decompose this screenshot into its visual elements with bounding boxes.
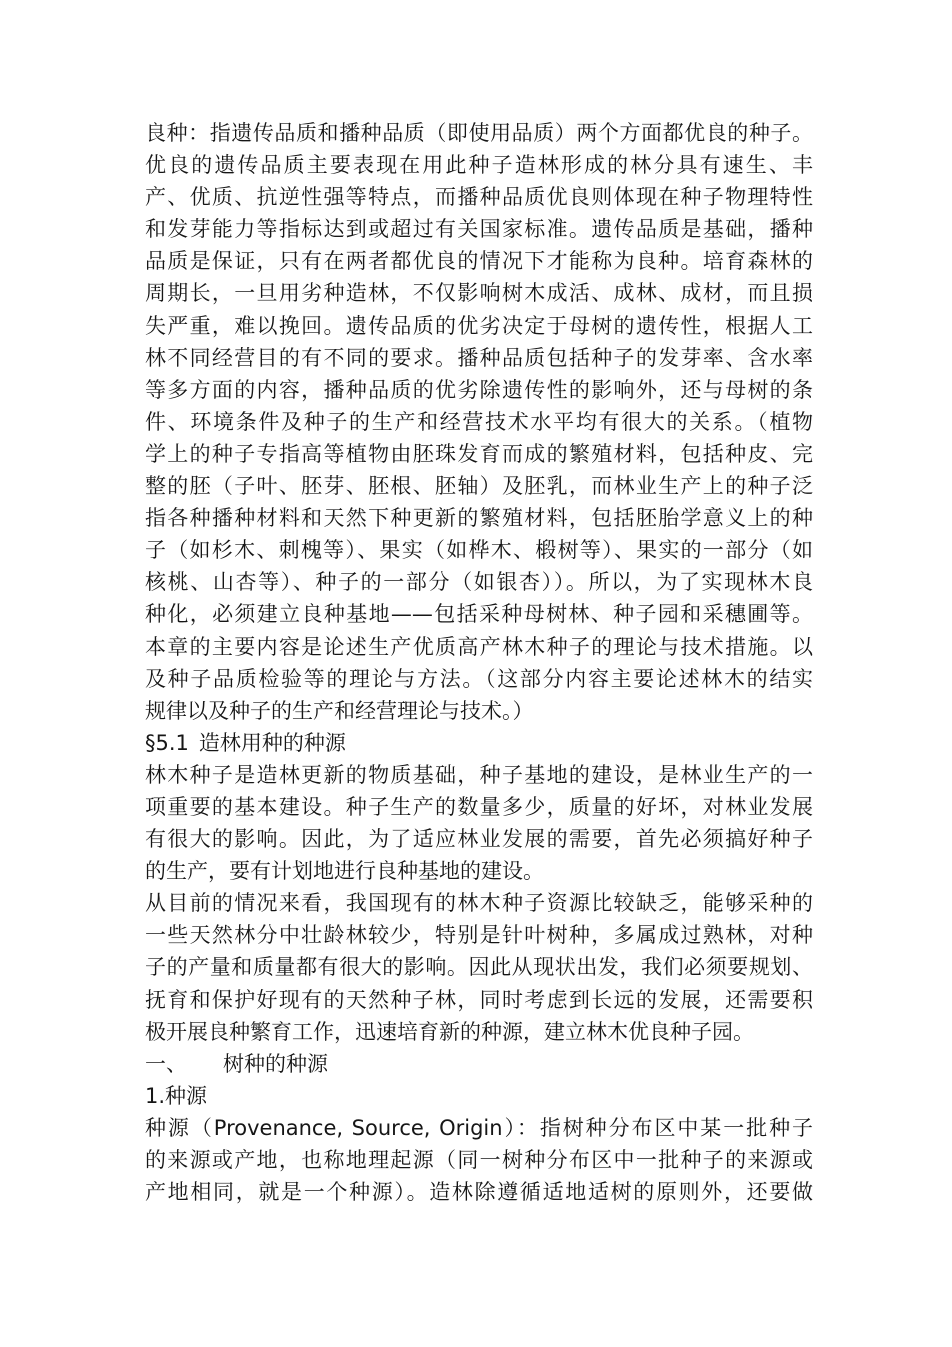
intro-paragraph (145, 117, 813, 727)
text-line: 周期长，一旦用劣种造林，不仅影响树木成活、成林、成材，而且损 (145, 281, 813, 306)
text-line: 本章的主要内容是论述生产优质高产林木种子的理论与技术措施。以 (145, 634, 813, 659)
subsection-number: 一、 (145, 1051, 187, 1076)
text-line: 种源（Provenance, Source, Origin）：指树种分布区中某一批种子 (145, 1115, 813, 1140)
text-line: 规律以及种子的生产和经营理论与技术。） (145, 698, 534, 723)
text-line: 的生产，要有计划地进行良种基地的建设。 (145, 859, 544, 884)
text-line: 产地相同，就是一个种源）。造林除遵循适地适树的原则外，还要做 (145, 1180, 813, 1205)
text-line: 一些天然林分中壮龄林较少，特别是针叶树种，多属成过熟林，对种 (145, 923, 813, 948)
text-line: 优良的遗传品质主要表现在用此种子造林形成的林分具有速生、丰 (145, 153, 813, 178)
subsection-title: 树种的种源 (223, 1051, 328, 1076)
text-line: 品质是保证，只有在两者都优良的情况下才能称为良种。培育森林的 (145, 249, 813, 274)
text-line: 林不同经营目的有不同的要求。播种品质包括种子的发芽率、含水率 (145, 345, 813, 370)
document-body (145, 117, 813, 1208)
text-line: 指各种播种材料和天然下种更新的繁殖材料，包括胚胎学意义上的种 (145, 506, 813, 531)
text-line: 学上的种子专指高等植物由胚珠发育而成的繁殖材料，包括种皮、完 (145, 441, 813, 466)
text-line: 有很大的影响。因此，为了适应林业发展的需要，首先必须搞好种子 (145, 827, 813, 852)
text-line: 核桃、山杏等）、种子的一部分（如银杏））。所以，为了实现林木良 (145, 570, 813, 595)
text-line: 项重要的基本建设。种子生产的数量多少，质量的好坏，对林业发展 (145, 794, 813, 819)
text-line: 种化，必须建立良种基地——包括采种母树林、种子园和采穗圃等。 (145, 602, 813, 627)
section-title: 造林用种的种源 (198, 730, 346, 755)
subsection-heading (145, 1048, 813, 1080)
section-heading (145, 727, 813, 759)
text-line: 子（如杉木、刺槐等）、果实（如桦木、椴树等）、果实的一部分（如 (145, 538, 813, 563)
text-line: 抚育和保护好现有的天然种子林，同时考虑到长远的发展，还需要积 (145, 987, 813, 1012)
text-line: 整的胚（子叶、胚芽、胚根、胚轴）及胚乳，而林业生产上的种子泛 (145, 474, 813, 499)
text-line: 件、环境条件及种子的生产和经营技术水平均有很大的关系。（植物 (145, 409, 813, 434)
text-line: 从目前的情况来看，我国现有的林木种子资源比较缺乏，能够采种的 (145, 891, 813, 916)
section-paragraph-2 (145, 887, 813, 1047)
section-number: §5.1 (145, 730, 189, 755)
section-paragraph-1 (145, 759, 813, 887)
text-line: 产、优质、抗逆性强等特点，而播种品质优良则体现在种子物理特性 (145, 185, 813, 210)
text-line: 及种子品质检验等的理论与方法。（这部分内容主要论述林木的结实 (145, 666, 813, 691)
text-line: 子的产量和质量都有很大的影响。因此从现状出发，我们必须要规划、 (145, 955, 813, 980)
text-line: 良种：指遗传品质和播种品质（即使用品质）两个方面都优良的种子。 (145, 121, 813, 145)
text-line: 等多方面的内容，播种品质的优劣除遗传性的影响外，还与母树的条 (145, 377, 813, 402)
subsubsection-heading: 1.种源 (145, 1083, 208, 1108)
text-line: 的来源或产地，也称地理起源（同一树种分布区中一批种子的来源或 (145, 1148, 813, 1172)
definition-paragraph (145, 1112, 813, 1208)
text-line: 和发芽能力等指标达到或超过有关国家标准。遗传品质是基础，播种 (145, 217, 813, 242)
text-line: 失严重，难以挽回。遗传品质的优劣决定于母树的遗传性，根据人工 (145, 313, 813, 338)
text-line: 极开展良种繁育工作，迅速培育新的种源，建立林木优良种子园。 (145, 1019, 754, 1044)
text-line: 林木种子是造林更新的物质基础，种子基地的建设，是林业生产的一 (145, 762, 813, 787)
